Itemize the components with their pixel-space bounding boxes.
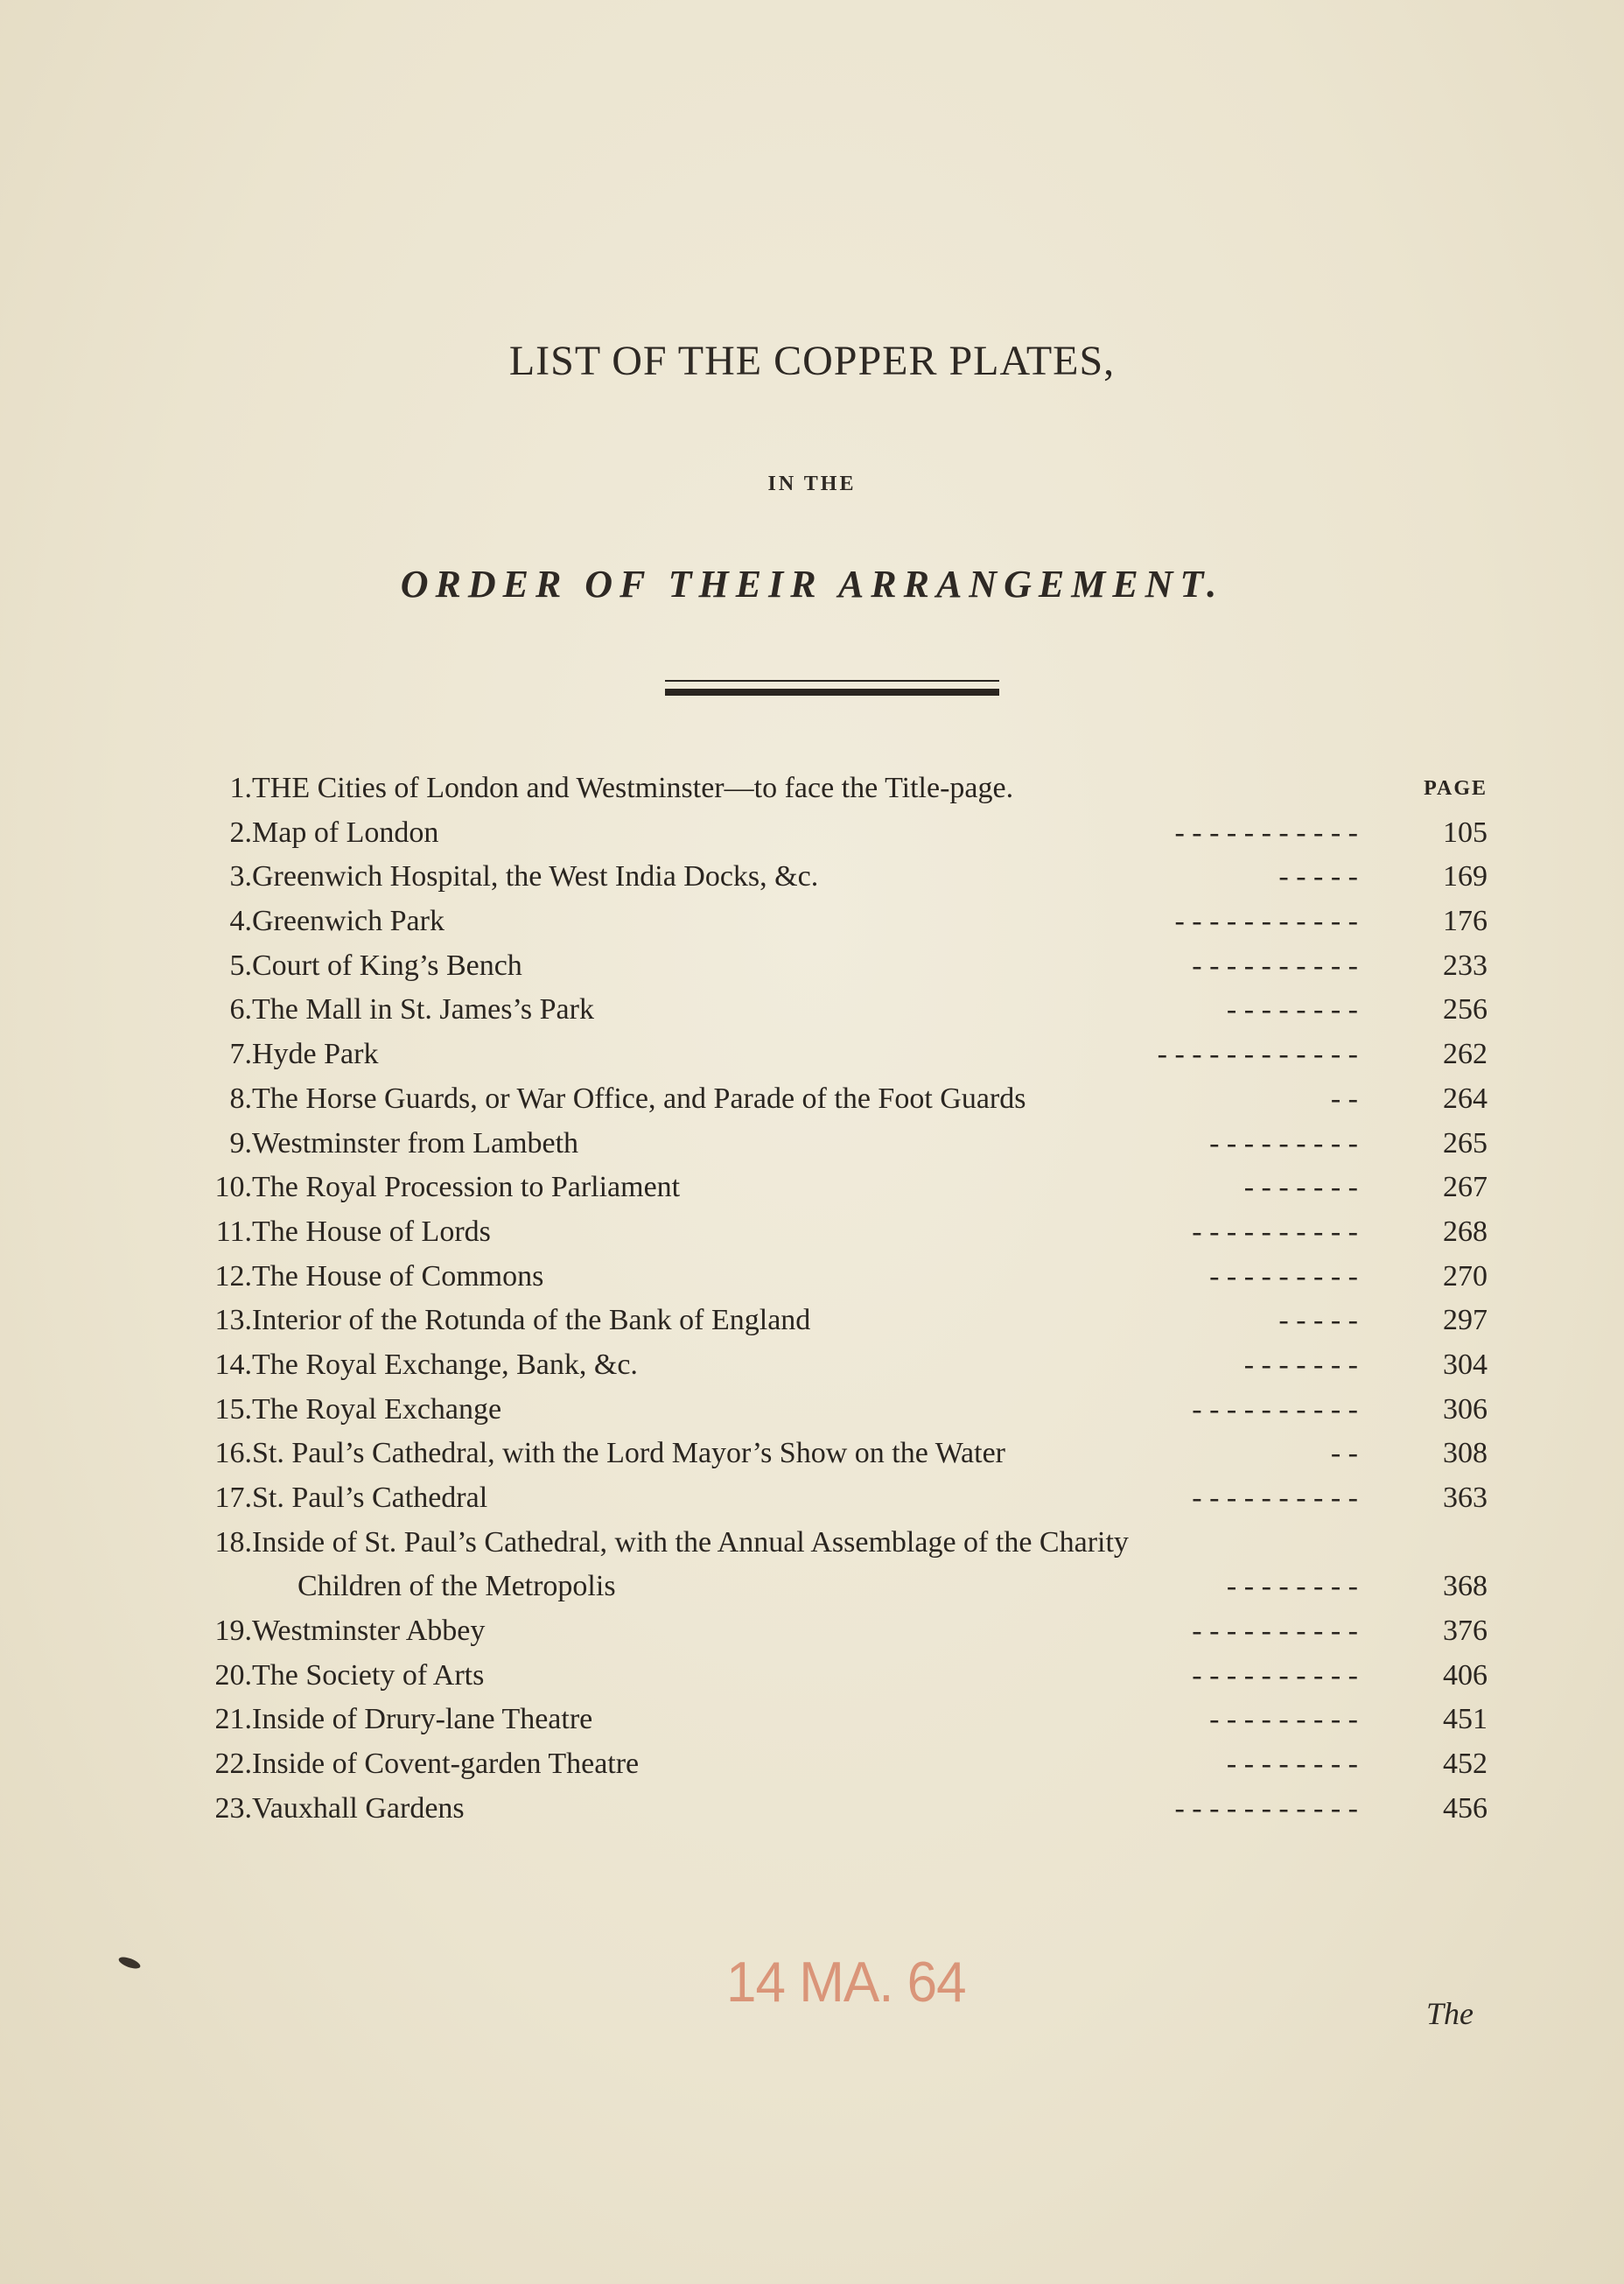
entry-number: 12. (214, 1259, 252, 1293)
entry-number: 5. (229, 949, 252, 982)
list-item (184, 1033, 1488, 1077)
entry-title: St. Paul’s Cathedral, with the Lord Mayor’s Show on the Water (252, 1437, 1006, 1470)
entry-leader: - - - - - - - - (1226, 1570, 1358, 1603)
entry-number: 20. (214, 1658, 252, 1692)
page-subtitle: ORDER OF THEIR ARRANGEMENT. (400, 563, 1224, 606)
entry-page: 451 (1443, 1703, 1488, 1736)
entry-page: 452 (1443, 1748, 1488, 1781)
list-item (184, 1122, 1488, 1167)
entry-page: 256 (1443, 993, 1488, 1026)
entry-leader: - - - - - - - - - - (1192, 1658, 1358, 1692)
entry-page: 297 (1443, 1304, 1488, 1337)
entry-leader: - - - - - (1278, 1304, 1358, 1337)
list-item (184, 988, 1488, 1033)
entry-page: 270 (1443, 1259, 1488, 1293)
entry-leader: - - - - - - - - - - - (1174, 905, 1358, 938)
list-item (184, 1432, 1488, 1476)
entry-title: Greenwich Hospital, the West India Docks, &c. (252, 860, 819, 893)
entry-title: The House of Commons (252, 1259, 544, 1293)
entry-leader: - - - - - - - - - (1209, 1703, 1358, 1736)
entry-number: 19. (214, 1615, 252, 1648)
entry-number: 18. (214, 1525, 252, 1559)
list-item (184, 900, 1488, 944)
entry-page: 233 (1443, 949, 1488, 982)
plate-list (184, 767, 1488, 1832)
entry-title: Hyde Park (252, 1038, 379, 1071)
entry-number: 15. (214, 1392, 252, 1426)
entry-leader: - - - - - (1278, 860, 1358, 893)
entry-title: The Royal Exchange, Bank, &c. (252, 1348, 638, 1381)
list-item (184, 1654, 1488, 1699)
list-item (184, 1742, 1488, 1787)
entry-title: The Society of Arts (252, 1658, 485, 1692)
entry-page: 368 (1443, 1570, 1488, 1603)
list-item (184, 944, 1488, 989)
entry-number: 7. (229, 1038, 252, 1071)
list-item (184, 1343, 1488, 1388)
list-item (184, 1210, 1488, 1255)
entry-title: The Royal Exchange (252, 1392, 502, 1426)
list-item (184, 1255, 1488, 1300)
entry-number: 8. (229, 1082, 252, 1115)
list-item (184, 1299, 1488, 1343)
entry-leader: - - - - - - - - - - (1192, 1482, 1358, 1514)
entry-number: 17. (214, 1482, 252, 1514)
entry-title: Inside of Drury-lane Theatre (252, 1703, 593, 1736)
entry-title: Interior of the Rotunda of the Bank of England (252, 1304, 811, 1337)
entry-leader: - - - - - - - - (1226, 1748, 1358, 1781)
list-item (184, 1521, 1488, 1566)
catchword: The (1426, 1996, 1474, 2031)
entry-page: 267 (1443, 1171, 1488, 1204)
entry-title: Greenwich Park (252, 905, 444, 938)
entry-leader: - - - - - - - - - - - (1174, 1791, 1358, 1825)
entry-title: The House of Lords (252, 1215, 491, 1248)
entry-page: 268 (1443, 1215, 1488, 1248)
entry-page: 265 (1443, 1126, 1488, 1160)
entry-page: 456 (1443, 1791, 1488, 1825)
in-the-label: IN THE (767, 473, 857, 495)
page-title: LIST OF THE COPPER PLATES, (508, 338, 1116, 384)
entry-title: St. Paul’s Cathedral (252, 1482, 488, 1514)
entry-leader: - - - - - - - - - - - (1174, 816, 1358, 849)
entry-number: 14. (214, 1348, 252, 1381)
list-item (184, 855, 1488, 900)
entry-page: 308 (1443, 1437, 1488, 1470)
entry-page: 176 (1443, 905, 1488, 938)
entry-number: 10. (214, 1171, 252, 1204)
entry-leader: - - - - - - - - (1226, 993, 1358, 1026)
list-item (184, 1609, 1488, 1654)
divider-thick (665, 689, 999, 696)
entry-title: Children of the Metropolis (298, 1570, 616, 1603)
entry-page: 304 (1443, 1348, 1488, 1381)
list-item (184, 1565, 1488, 1609)
list-item (184, 1166, 1488, 1210)
entry-page: 363 (1443, 1482, 1488, 1514)
entry-page: 306 (1443, 1392, 1488, 1426)
entry-number: 4. (229, 905, 252, 938)
divider-thin (665, 680, 999, 682)
page-column-header: PAGE (1424, 777, 1488, 800)
list-item (184, 811, 1488, 856)
entry-leader: - - (1330, 1437, 1358, 1470)
entry-leader: - - - - - - - - - - (1192, 1392, 1358, 1426)
entry-number: 3. (229, 860, 252, 893)
entry-title: Map of London (252, 816, 439, 849)
entry-number: 16. (214, 1437, 252, 1470)
entry-title: Inside of St. Paul’s Cathedral, with the Annual Assemblage of the Charity (252, 1525, 1129, 1559)
entry-number: 6. (229, 993, 252, 1026)
entry-leader: - - (1330, 1082, 1358, 1115)
entry-number: 1. (229, 772, 252, 804)
entry-number: 21. (214, 1703, 252, 1736)
entry-page: 105 (1443, 816, 1488, 849)
entry-leader: - - - - - - - - - - (1192, 1215, 1358, 1248)
entry-page: 262 (1443, 1038, 1488, 1071)
entry-leader: - - - - - - - - - (1209, 1259, 1358, 1293)
entry-leader: - - - - - - - - - - (1192, 1615, 1358, 1648)
entry-number: 2. (229, 816, 252, 849)
entry-number: 9. (229, 1126, 252, 1160)
entry-number: 22. (214, 1748, 252, 1781)
entry-title: The Mall in St. James’s Park (252, 993, 594, 1026)
entry-page: 264 (1443, 1082, 1488, 1115)
entry-title: Westminster Abbey (252, 1615, 486, 1648)
entry-leader: - - - - - - - - - (1209, 1126, 1358, 1160)
entry-leader: - - - - - - - - - - - - (1157, 1038, 1358, 1071)
entry-page: 406 (1443, 1658, 1488, 1692)
entry-title: THE Cities of London and Westminster—to face the Title-page. (252, 772, 1014, 804)
entry-page: 169 (1443, 860, 1488, 893)
entry-number: 11. (215, 1215, 252, 1248)
entry-leader: - - - - - - - (1243, 1171, 1358, 1204)
list-item (184, 1787, 1488, 1832)
entry-number: 23. (214, 1791, 252, 1825)
entry-number: 13. (214, 1304, 252, 1337)
entry-title: The Royal Procession to Parliament (252, 1171, 681, 1204)
list-item (184, 1698, 1488, 1742)
entry-title: The Horse Guards, or War Office, and Parade of the Foot Guards (252, 1082, 1026, 1115)
entry-title: Westminster from Lambeth (252, 1126, 579, 1160)
entry-title: Vauxhall Gardens (252, 1791, 465, 1825)
list-item (184, 1388, 1488, 1433)
library-stamp: 14 MA. 64 (726, 1951, 966, 2014)
list-item (184, 767, 1488, 811)
entry-title: Inside of Covent-garden Theatre (252, 1748, 640, 1781)
entry-title: Court of King’s Bench (252, 949, 522, 982)
entry-leader: - - - - - - - (1243, 1348, 1358, 1381)
entry-page: 376 (1443, 1615, 1488, 1648)
entry-leader: - - - - - - - - - - (1192, 949, 1358, 982)
list-item (184, 1476, 1488, 1521)
list-item (184, 1077, 1488, 1122)
